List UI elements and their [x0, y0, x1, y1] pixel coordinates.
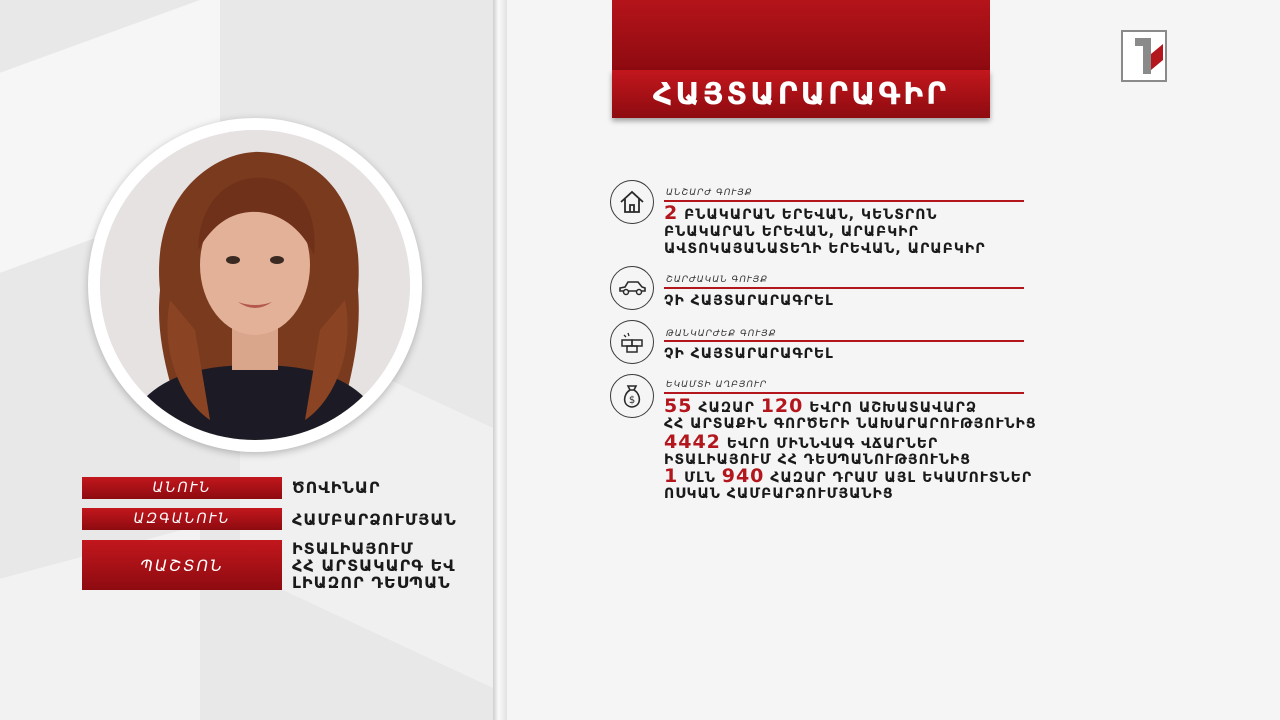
svg-text:$: $ [628, 395, 636, 406]
row-value-line: ԻՏԱԼԻԱՅՈՒՄ ՀՀ ԴԵՍՊԱՆՈՒԹՅՈՒՆԻՑ [664, 452, 971, 468]
house-icon [610, 180, 654, 224]
money-bag-icon [610, 374, 654, 418]
position-value-line: ԼԻԱԶՈՐ ԴԵՍՊԱՆ [292, 573, 451, 592]
row-value-line: ՉԻ ՀԱՅՏԱՐԱՐԱԳՐԵԼ [664, 293, 834, 309]
page-title: ՀԱՅՏԱՐԱՐԱԳԻՐ [612, 70, 990, 118]
surname-label: ԱԶԳԱՆՈՒՆ [82, 508, 282, 530]
row-value-line: ԲՆԱԿԱՐԱՆ ԵՐԵՎԱՆ, ԱՐԱԲԿԻՐ [664, 224, 919, 240]
position-label: ՊԱՇՏՈՆ [82, 540, 282, 590]
portrait-photo [100, 130, 410, 440]
row-label-valuables: ԹԱՆԿԱՐԺԵՔ ԳՈՒՅՔ [666, 329, 777, 339]
header-banner-top [612, 0, 990, 70]
row-value-line: 4442 ԵՎՐՈ ՄԻՆՆՎԱԳ ՎՃԱՐՆԵՐ [664, 431, 939, 453]
position-value-line: ՀՀ ԱՐՏԱԿԱՐԳ ԵՎ [292, 556, 456, 575]
row-divider [664, 392, 1024, 394]
row-label-movable: ՇԱՐԺԱԿԱՆ ԳՈՒՅՔ [666, 275, 769, 285]
row-value-line: 1 ՄԼՆ 940 ՀԱԶԱՐ ԴՐԱՄ ԱՅԼ ԵԿԱՄՈՒՏՆԵՐ [664, 465, 1033, 487]
car-icon [610, 266, 654, 310]
gold-bars-icon [610, 320, 654, 364]
page-divider [493, 0, 507, 720]
channel-logo-icon [1121, 30, 1167, 82]
row-value-line: ՉԻ ՀԱՅՏԱՐԱՐԱԳՐԵԼ [664, 346, 834, 362]
surname-value: ՀԱՄԲԱՐՁՈՒՄՅԱՆ [292, 510, 457, 529]
row-divider [664, 340, 1024, 342]
row-value-line: 55 ՀԱԶԱՐ 120 ԵՎՐՈ ԱՇԽԱՏԱՎԱՐՁ [664, 395, 978, 417]
row-value-line: ԱՎՏՈԿԱՅԱՆԱՏԵՂԻ ԵՐԵՎԱՆ, ԱՐԱԲԿԻՐ [664, 241, 986, 257]
name-value: ԾՈՎԻՆԱՐ [292, 478, 381, 497]
row-label-real-estate: ԱՆՇԱՐԺ ԳՈՒՅՔ [666, 188, 753, 198]
name-label: ԱՆՈՒՆ [82, 477, 282, 499]
row-label-income: ԵԿԱՄՏԻ ԱՂԲՅՈՒՐ [666, 380, 768, 390]
row-divider [664, 287, 1024, 289]
row-value-line: 2 ԲՆԱԿԱՐԱՆ ԵՐԵՎԱՆ, ԿԵՆՏՐՈՆ [664, 202, 938, 224]
row-divider [664, 200, 1024, 202]
row-value-line: ՀՀ ԱՐՏԱՔԻՆ ԳՈՐԾԵՐԻ ՆԱԽԱՐԱՐՈՒԹՅՈՒՆԻՑ [664, 416, 1037, 432]
row-value-line: ՈՍԿԱՆ ՀԱՄԲԱՐՁՈՒՄՅԱՆԻՑ [664, 486, 894, 502]
position-value-line: ԻՏԱԼԻԱՅՈՒՄ [292, 539, 414, 558]
